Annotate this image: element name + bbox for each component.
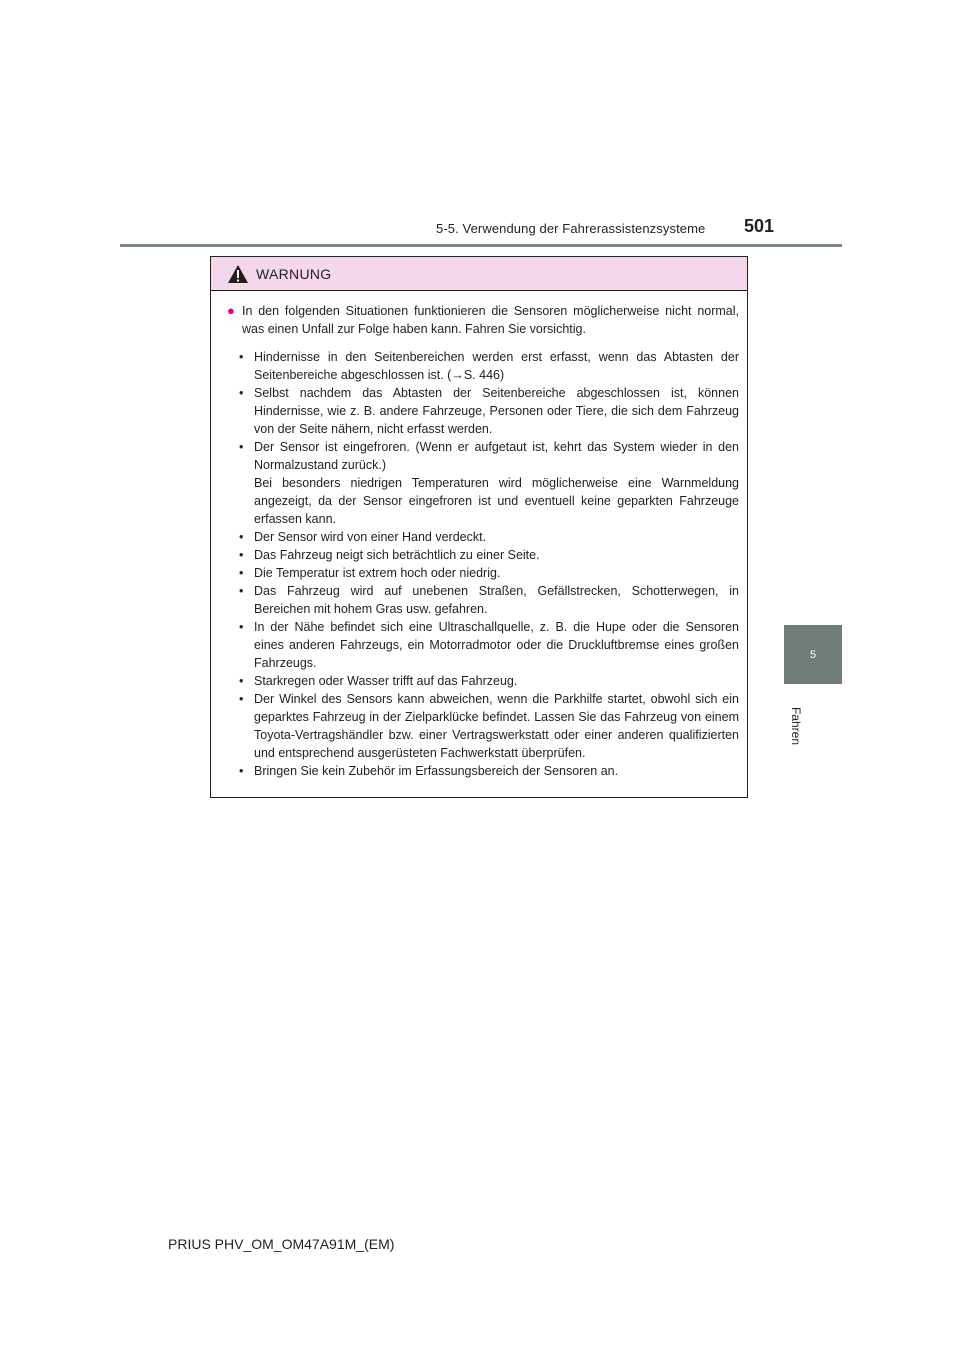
list-item-paragraph: Die Temperatur ist extrem hoch oder niedrig. [254,566,501,580]
bullet-icon: • [239,530,244,544]
bullet-icon: • [239,548,244,562]
list-item [239,762,739,780]
list-item-text [254,384,739,438]
list-item [239,528,739,546]
list-item-text [254,546,739,564]
list-item-text [254,618,739,672]
list-item [239,438,739,528]
list-item [239,672,739,690]
bullet-icon: • [239,620,244,634]
list-item-text [254,690,739,762]
chapter-tab [784,625,842,684]
bullet-icon: • [239,674,244,688]
header-rule [120,244,842,247]
list-item-text [254,582,739,618]
page-header-section: 5-5. Verwendung der Fahrerassistenzsysteme [436,221,706,236]
warning-body [211,291,747,780]
warning-lead [227,302,739,338]
bullet-icon: • [239,386,244,400]
list-item-paragraph: Bei besonders niedrigen Temperaturen wird möglicherweise eine Warnmeldung angezeigt, da der Sensor eingefroren ist und eventuell keine geparkten Fahrzeuge erfassen kann. [254,476,739,526]
list-item [239,690,739,762]
list-item-paragraph: Der Sensor ist eingefroren. (Wenn er aufgetaut ist, kehrt das System wieder in den Normalzustand zurück.) [254,440,739,472]
list-item [239,546,739,564]
list-item-text [254,438,739,528]
chapter-label: Fahren [789,707,803,746]
list-item-paragraph: Selbst nachdem das Abtasten der Seitenbereiche abgeschlossen ist, können Hindernisse, wie z. B. andere Fahrzeuge, Personen oder Tiere, die sich dem Fahrzeug von der Seite nähern, nicht erfasst werden. [254,386,739,436]
list-item-paragraph: In der Nähe befindet sich eine Ultraschallquelle, z. B. die Hupe oder die Sensoren eines anderen Fahrzeugs, ein Motorradmotor oder die Druckluftbremse eines großen Fahrzeugs. [254,620,739,670]
bullet-icon: • [239,440,244,454]
bullet-icon: • [239,350,244,364]
list-item [239,384,739,438]
bullet-icon: • [239,584,244,598]
list-item-paragraph: Bringen Sie kein Zubehör im Erfassungsbereich der Sensoren an. [254,764,619,778]
warning-header [211,257,747,291]
warning-lead-text: In den folgenden Situationen funktionieren die Sensoren möglicherweise nicht normal, was einen Unfall zur Folge haben kann. Fahren Sie vorsichtig. [242,304,739,336]
list-item [239,618,739,672]
bullet-icon: • [239,566,244,580]
list-item-paragraph: Der Winkel des Sensors kann abweichen, wenn die Parkhilfe startet, obwohl sich ein geparktes Fahrzeug in der Zielparklücke befindet. Lassen Sie das Fahrzeug von einem Toyota-Vertragshändler bzw. einer Vertragswerkstatt oder einer anderen qualifizierten und entsprechend ausgerüsteten Fachwerkstatt überprüfen. [254,692,739,760]
list-item-paragraph: Hindernisse in den Seitenbereichen werden erst erfasst, wenn das Abtasten der Seitenbereiche abgeschlossen ist. (→S. 446) [254,350,739,382]
page-number: 501 [744,216,775,236]
list-item-paragraph: Starkregen oder Wasser trifft auf das Fahrzeug. [254,674,518,688]
list-item [239,564,739,582]
list-item-text [254,348,739,384]
list-item-paragraph: Das Fahrzeug wird auf unebenen Straßen, Gefällstrecken, Schotterwegen, in Bereichen mit hohem Gras usw. gefahren. [254,584,739,616]
list-item-paragraph: Der Sensor wird von einer Hand verdeckt. [254,530,487,544]
list-item-paragraph: Das Fahrzeug neigt sich beträchtlich zu einer Seite. [254,548,540,562]
chapter-number: 5 [809,648,817,661]
list-item [239,582,739,618]
bullet-icon: • [239,764,244,778]
warning-box [210,256,748,798]
warning-title: WARNUNG [256,265,332,282]
list-item-text [254,762,739,780]
warning-item-list [239,348,739,780]
list-item-text [254,564,739,582]
warning-triangle-icon [227,264,249,284]
list-item-text [254,672,739,690]
bullet-icon: • [239,692,244,706]
document-id: PRIUS PHV_OM_OM47A91M_(EM) [168,1236,395,1252]
list-item [239,348,739,384]
bullet-dot-icon: ● [227,303,235,318]
list-item-text [254,528,739,546]
